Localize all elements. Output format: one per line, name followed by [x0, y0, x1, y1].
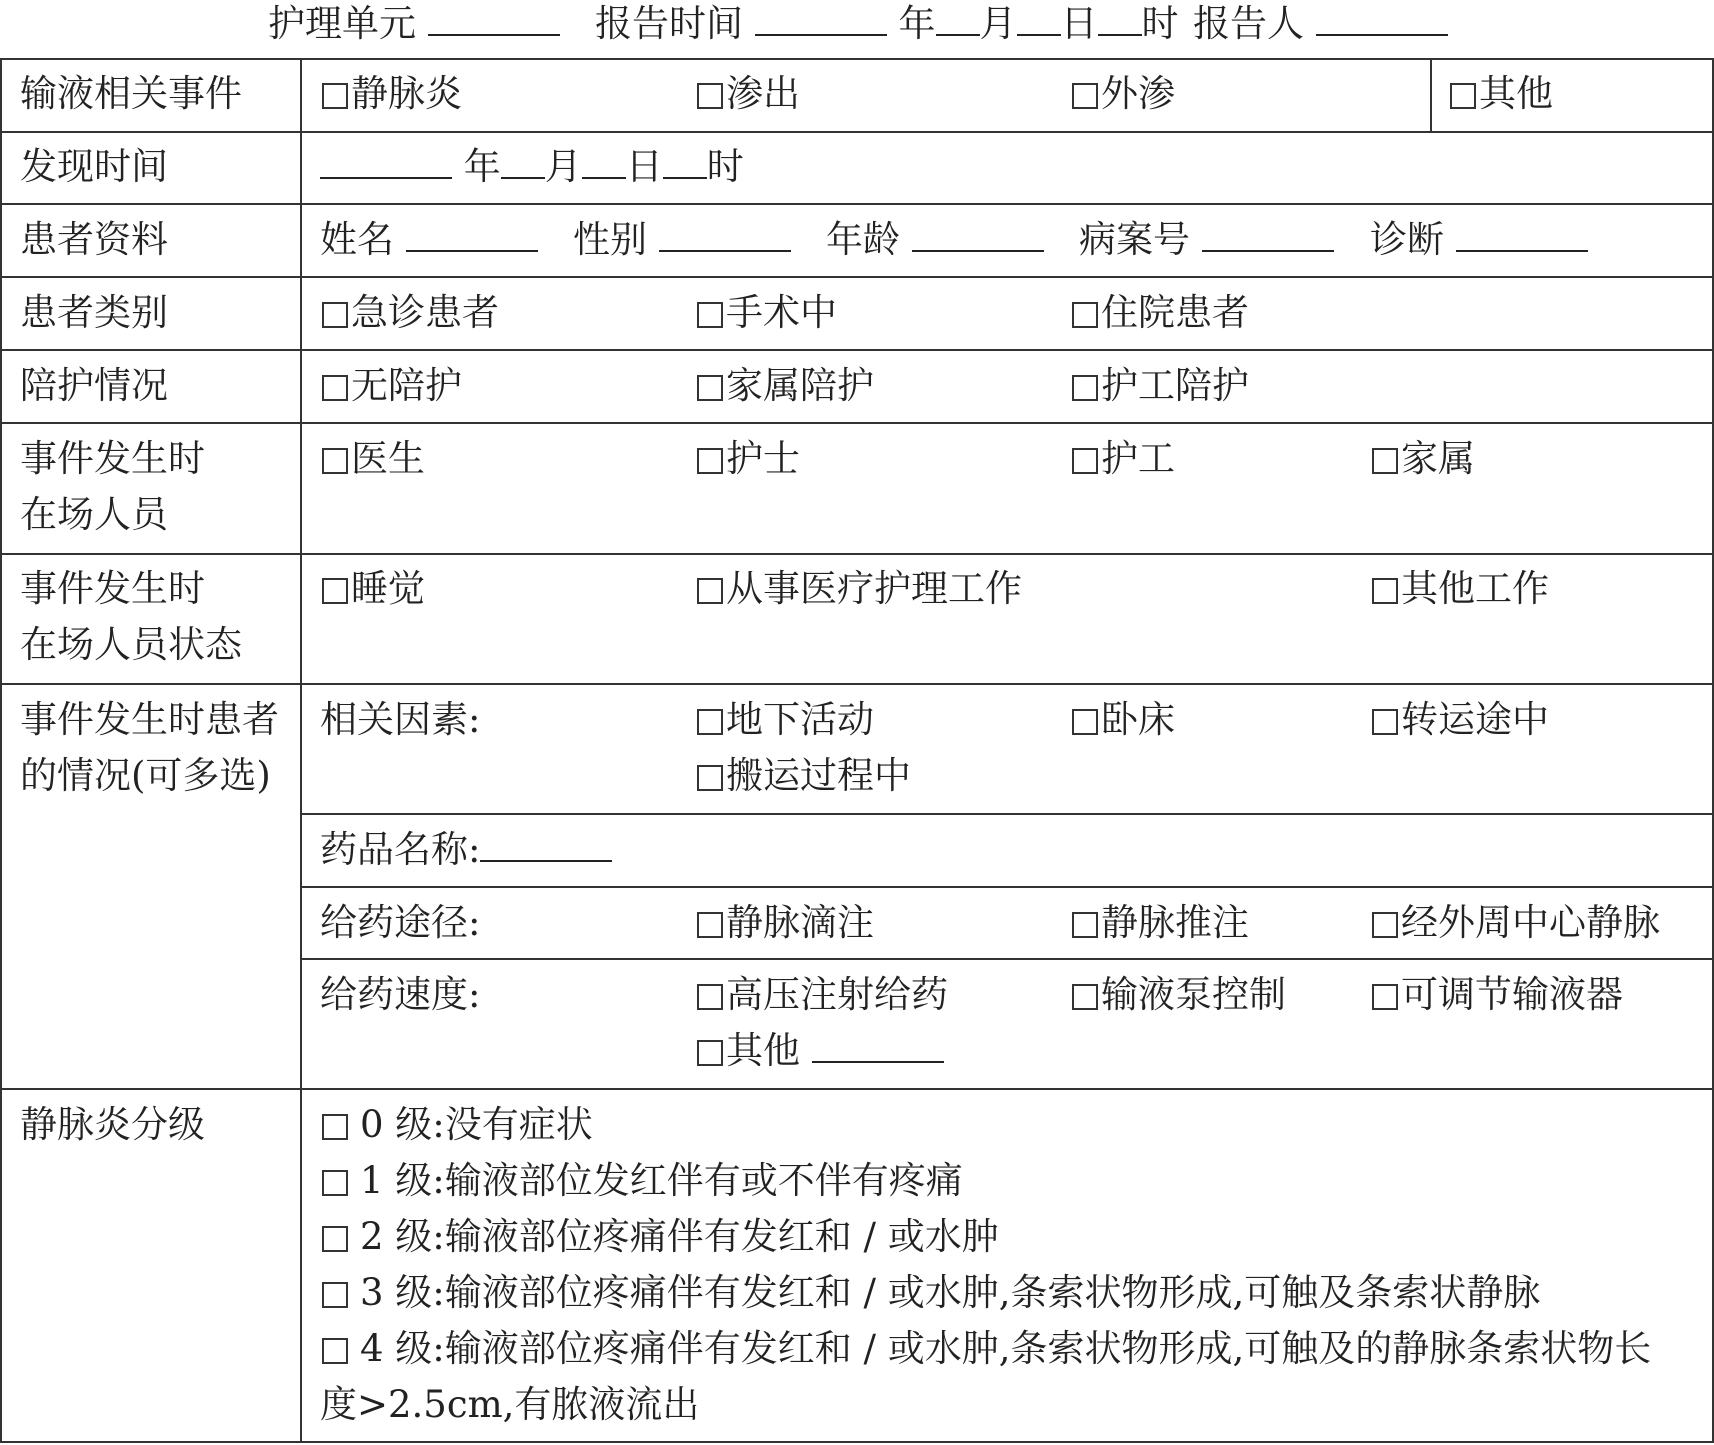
- speed-other-input[interactable]: [812, 1031, 944, 1063]
- table-border-bottom: [0, 1441, 1714, 1443]
- checkbox[interactable]: [322, 302, 348, 328]
- present-people-label-line2: 在场人员: [20, 493, 168, 536]
- related-factors-label: 相关因素:: [320, 698, 481, 741]
- checkbox[interactable]: [322, 1170, 348, 1196]
- speed-label: 给药速度:: [320, 973, 481, 1016]
- event-option-other[interactable]: 其他: [1450, 72, 1553, 116]
- row-divider: [0, 553, 1714, 555]
- companion-caregiver[interactable]: 护工陪护: [1072, 364, 1249, 408]
- checkbox[interactable]: [1072, 83, 1098, 109]
- patient-diagnosis-field: 诊断: [1370, 218, 1588, 262]
- patient-age-input[interactable]: [912, 220, 1044, 252]
- patient-type-surgery[interactable]: 手术中: [697, 291, 837, 335]
- speed-high-pressure[interactable]: 高压注射给药: [697, 973, 948, 1017]
- factor-ground-activity[interactable]: 地下活动: [697, 698, 874, 742]
- found-hour-input[interactable]: [663, 147, 707, 179]
- checkbox[interactable]: [697, 83, 723, 109]
- companion-family[interactable]: 家属陪护: [697, 364, 874, 408]
- checkbox[interactable]: [1072, 302, 1098, 328]
- checkbox[interactable]: [697, 912, 723, 938]
- phlebitis-grade-3[interactable]: 3 级:输液部位疼痛伴有发红和 / 或水肿,条索状物形成,可触及条索状静脉: [322, 1271, 1540, 1315]
- table-border-left: [0, 58, 2, 1443]
- patient-info-label: 患者资料: [20, 218, 168, 261]
- report-year-input[interactable]: [755, 4, 887, 36]
- report-day-input[interactable]: [1017, 4, 1061, 36]
- patient-situation-label-line1: 事件发生时患者: [20, 698, 279, 741]
- checkbox[interactable]: [322, 83, 348, 109]
- checkbox[interactable]: [322, 1282, 348, 1308]
- patient-record-number-field: 病案号: [1079, 218, 1334, 262]
- checkbox[interactable]: [322, 1114, 348, 1140]
- checkbox[interactable]: [697, 375, 723, 401]
- month-label: 月: [979, 2, 1017, 45]
- row-divider: [0, 276, 1714, 278]
- patient-gender-field: 性别: [573, 218, 791, 262]
- present-family[interactable]: 家属: [1372, 437, 1475, 481]
- reporter-field: [1193, 4, 1448, 44]
- checkbox[interactable]: [1372, 709, 1398, 735]
- patient-record-number-input[interactable]: [1202, 220, 1334, 252]
- present-people-label-line1: 事件发生时: [20, 437, 205, 480]
- column-divider: [300, 58, 302, 1443]
- hour-label: 时: [1141, 2, 1179, 45]
- report-time-field: [595, 4, 1179, 44]
- patient-type-emergency[interactable]: 急诊患者: [322, 291, 499, 335]
- report-hour-input[interactable]: [1098, 4, 1142, 36]
- checkbox[interactable]: [1072, 709, 1098, 735]
- year-label: 年: [898, 2, 936, 45]
- present-caregiver[interactable]: 护工: [1072, 437, 1175, 481]
- row-divider: [0, 1088, 1714, 1090]
- found-year-input[interactable]: [320, 147, 452, 179]
- subrow-divider: [300, 886, 1714, 888]
- phlebitis-grade-4[interactable]: 4 级:输液部位疼痛伴有发红和 / 或水肿,条索状物形成,可触及的静脉条索状物长: [322, 1327, 1651, 1371]
- event-option-extravasation[interactable]: 外渗: [1072, 72, 1175, 116]
- speed-other[interactable]: 其他: [697, 1029, 944, 1073]
- column-divider: [1430, 58, 1432, 131]
- row-divider: [0, 422, 1714, 424]
- present-status-label-line2: 在场人员状态: [20, 623, 242, 666]
- checkbox[interactable]: [1372, 578, 1398, 604]
- checkbox[interactable]: [1072, 375, 1098, 401]
- found-month-input[interactable]: [501, 147, 545, 179]
- checkbox[interactable]: [697, 448, 723, 474]
- checkbox[interactable]: [1372, 984, 1398, 1010]
- drug-name-field: 药品名称:: [320, 828, 612, 872]
- companion-label: 陪护情况: [20, 364, 168, 407]
- checkbox[interactable]: [322, 375, 348, 401]
- row-divider: [0, 131, 1714, 133]
- route-iv-drip[interactable]: 静脉滴注: [697, 901, 874, 945]
- speed-adjustable-set[interactable]: 可调节输液器: [1372, 973, 1623, 1017]
- row-divider: [0, 203, 1714, 205]
- checkbox[interactable]: [322, 448, 348, 474]
- phlebitis-grade-label: 静脉炎分级: [20, 1103, 205, 1146]
- checkbox[interactable]: [1072, 912, 1098, 938]
- checkbox[interactable]: [322, 1338, 348, 1364]
- checkbox[interactable]: [697, 302, 723, 328]
- infusion-event-form: [0, 58, 1714, 1444]
- phlebitis-grade-4-continued: 度>2.5cm,有脓液流出: [320, 1383, 700, 1426]
- present-nurse[interactable]: 护士: [697, 437, 800, 481]
- checkbox[interactable]: [322, 1226, 348, 1252]
- report-time-label: 报告时间: [595, 2, 743, 45]
- found-day-input[interactable]: [582, 147, 626, 179]
- route-label: 给药途径:: [320, 901, 481, 944]
- checkbox[interactable]: [697, 578, 723, 604]
- status-sleeping[interactable]: 睡觉: [322, 567, 425, 611]
- patient-type-inpatient[interactable]: 住院患者: [1072, 291, 1249, 335]
- found-time-label: 发现时间: [20, 145, 168, 188]
- phlebitis-grade-2[interactable]: 2 级:输液部位疼痛伴有发红和 / 或水肿: [322, 1215, 999, 1259]
- row-divider: [0, 683, 1714, 685]
- subrow-divider: [300, 958, 1714, 960]
- factor-carrying[interactable]: 搬运过程中: [697, 754, 911, 798]
- route-iv-push[interactable]: 静脉推注: [1072, 901, 1249, 945]
- present-status-label-line1: 事件发生时: [20, 567, 205, 610]
- event-type-label: 输液相关事件: [20, 72, 242, 115]
- patient-diagnosis-input[interactable]: [1456, 220, 1588, 252]
- patient-situation-label-line2: 的情况(可多选): [20, 754, 271, 797]
- report-month-input[interactable]: [936, 4, 980, 36]
- checkbox[interactable]: [697, 984, 723, 1010]
- factor-transfer[interactable]: 转运途中: [1372, 698, 1549, 742]
- event-option-infiltration[interactable]: 渗出: [697, 72, 800, 116]
- factor-bedridden[interactable]: 卧床: [1072, 698, 1175, 742]
- subrow-divider: [300, 813, 1714, 815]
- phlebitis-grade-0[interactable]: 0 级:没有症状: [322, 1103, 593, 1147]
- checkbox[interactable]: [1372, 448, 1398, 474]
- event-option-phlebitis[interactable]: 静脉炎: [322, 72, 462, 116]
- nursing-unit-field: [268, 4, 560, 44]
- nursing-unit-label: 护理单元: [268, 2, 416, 45]
- speed-infusion-pump[interactable]: 输液泵控制: [1072, 973, 1286, 1017]
- checkbox[interactable]: [697, 709, 723, 735]
- checkbox[interactable]: [1072, 448, 1098, 474]
- patient-type-label: 患者类别: [20, 291, 168, 334]
- checkbox[interactable]: [697, 765, 723, 791]
- checkbox[interactable]: [1072, 984, 1098, 1010]
- reporter-input[interactable]: [1316, 4, 1448, 36]
- drug-name-input[interactable]: [480, 830, 612, 862]
- checkbox[interactable]: [1450, 83, 1476, 109]
- table-border-top: [0, 58, 1714, 60]
- found-time-field: 年 月 日 时: [320, 145, 744, 189]
- patient-name-input[interactable]: [406, 220, 538, 252]
- phlebitis-grade-1[interactable]: 1 级:输液部位发红伴有或不伴有疼痛: [322, 1159, 963, 1203]
- checkbox[interactable]: [697, 1040, 723, 1066]
- patient-age-field: 年龄: [826, 218, 1044, 262]
- row-divider: [0, 349, 1714, 351]
- patient-gender-input[interactable]: [659, 220, 791, 252]
- patient-name-field: 姓名: [320, 218, 538, 262]
- status-medical-work[interactable]: 从事医疗护理工作: [697, 567, 1022, 611]
- nursing-unit-input[interactable]: [428, 4, 560, 36]
- checkbox[interactable]: [1372, 912, 1398, 938]
- companion-none[interactable]: 无陪护: [322, 364, 462, 408]
- status-other-work[interactable]: 其他工作: [1372, 567, 1549, 611]
- form-header: [0, 0, 1714, 56]
- reporter-label: 报告人: [1193, 2, 1304, 45]
- day-label: 日: [1060, 2, 1098, 45]
- route-picc[interactable]: 经外周中心静脉: [1372, 901, 1660, 945]
- checkbox[interactable]: [322, 578, 348, 604]
- present-doctor[interactable]: 医生: [322, 437, 425, 481]
